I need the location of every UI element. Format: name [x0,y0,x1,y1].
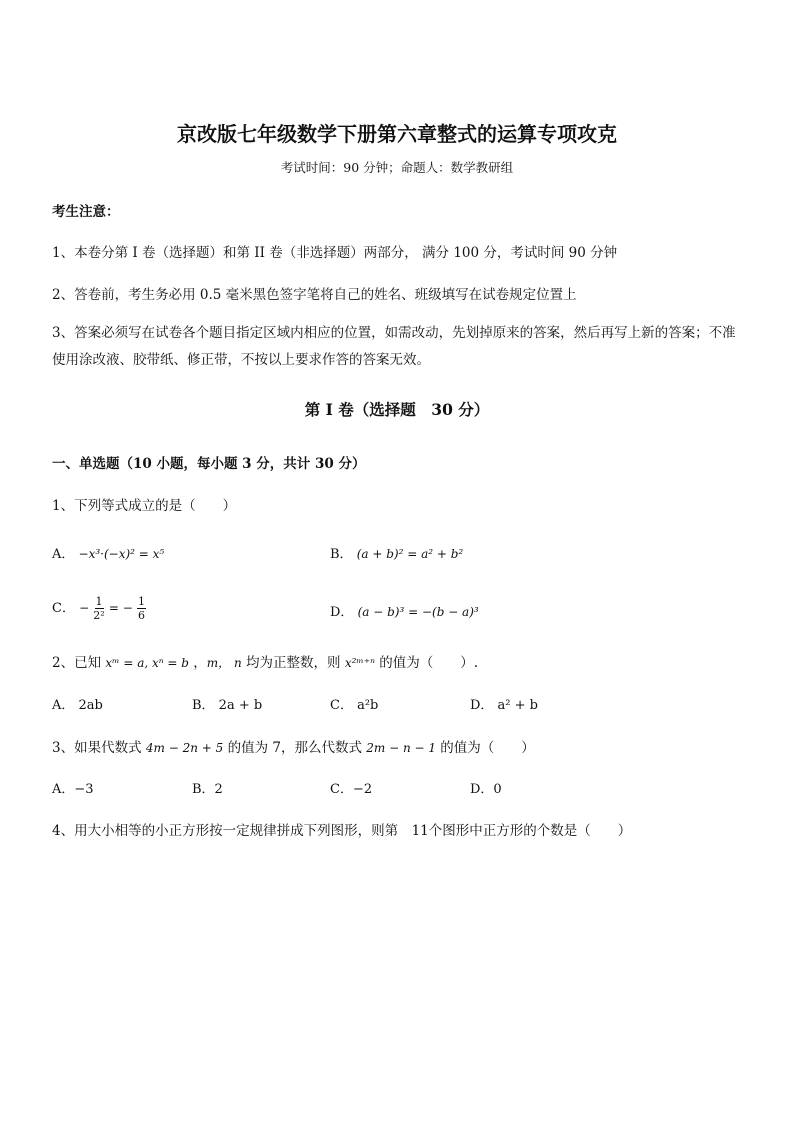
question-4-stem: 4、用大小相等的小正方形按一定规律拼成下列图形，则第 11个图形中正方形的个数是（ ） [52,823,632,839]
q3-option-b[interactable]: B．2 [192,782,223,797]
q1-option-d[interactable] [330,601,479,620]
q3-option-a[interactable]: A．−3 [52,782,94,797]
stem-text: 的值为 7，那么代数式 [223,740,367,756]
stem-math: 4m − 2n + 5 [145,741,224,755]
notice-item: 1、本卷分第 I 卷（选择题）和第 II 卷（非选择题）两部分， 满分 100 分，考试时间 90 分钟 [52,245,618,261]
q3-option-d[interactable]: D．0 [470,782,502,797]
option-expression: (a − b)³ = −(b − a)³ [357,605,479,619]
denominator: 6 [137,609,145,622]
q1-option-b[interactable] [330,543,463,562]
stem-text: 3、如果代数式 [52,740,146,756]
option-expression-prefix: − [79,601,90,615]
page-title: 京改版七年级数学下册第六章整式的运算专项攻克 [177,122,617,146]
stem-math: m， n [206,656,242,670]
fraction [93,595,104,622]
denominator: 2² [93,609,105,622]
q2-option-c[interactable]: C． a²b [330,698,379,713]
stem-math: xᵐ = a, xⁿ = b [105,656,189,670]
exam-info: 考试时间：90 分钟；命题人：数学教研组 [280,160,514,175]
option-expression-mid: = − [108,601,133,615]
q2-option-a[interactable]: A． 2ab [52,698,103,713]
q1-option-a[interactable] [52,543,164,562]
notice-heading: 考生注意： [52,204,120,220]
stem-math: x²ᵐ⁺ⁿ [344,656,375,670]
option-label: A． [52,547,75,562]
section-title: 第 I 卷（选择题 30 分） [304,400,490,419]
question-1-stem: 1、下列等式成立的是（ ） [52,498,237,514]
notice-item: 2、答卷前，考生务必用 0.5 毫米黑色签字笔将自己的姓名、班级填写在试卷规定位置上 [52,287,577,303]
stem-text: 均为正整数，则 [241,655,345,671]
question-2-stem [52,651,478,671]
option-expression: (a + b)² = a² + b² [356,547,464,561]
question-3-stem [52,736,535,756]
option-label: C． [52,601,75,616]
numerator: 1 [137,595,145,608]
notice-item: 3、答案必须写在试卷各个题目指定区域内相应的位置，如需改动，先划掉原来的答案，然后再写上新的答案；不准使用涂改液、胶带纸、修正带，不按以上要求作答的答案无效。 [52,325,736,368]
q1-option-c[interactable] [52,595,146,622]
option-label: B． [330,547,353,562]
part-heading: 一、单选题（10 小题，每小题 3 分，共计 30 分） [52,456,366,472]
stem-text: 2、已知 [52,655,106,671]
fraction [137,595,146,622]
stem-text: 的值为（ ）. [374,655,479,671]
q2-option-b[interactable]: B． 2a + b [192,698,263,713]
stem-text: ， [188,655,207,671]
stem-text: 的值为（ ） [436,740,535,756]
option-expression: −x³·(−x)² = x⁵ [78,547,165,561]
numerator: 1 [95,595,103,608]
q3-option-c[interactable]: C．−2 [330,782,373,797]
option-label: D． [330,605,354,620]
q2-option-d[interactable]: D． a² + b [470,698,538,713]
stem-math: 2m − n − 1 [366,741,436,755]
